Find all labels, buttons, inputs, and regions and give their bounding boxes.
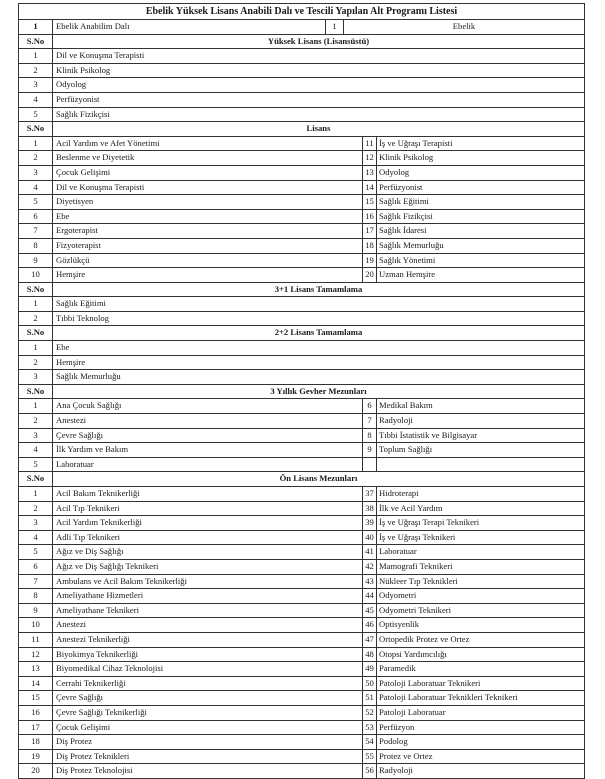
row-number: 16 (19, 706, 53, 720)
row-number-right: 55 (363, 750, 377, 764)
row-label-right: Laboratuar (379, 546, 417, 557)
table-row (18, 618, 585, 633)
row-label-right: Podolog (379, 736, 408, 747)
row-number: 7 (19, 224, 53, 238)
section-header (18, 385, 585, 400)
section-title: Lisans (306, 123, 331, 134)
row-label-right: Sağlık Memurluğu (379, 239, 444, 250)
row-label: Çevre Sağlığı (53, 429, 363, 443)
row-label: Sağlık Fizikçisi (56, 108, 110, 119)
row-number-right: 54 (363, 735, 377, 749)
row-label: Diş Protez Teknikleri (53, 750, 363, 764)
row-number: 2 (19, 151, 53, 165)
row-number-right: 49 (363, 662, 377, 676)
row-number-right: 47 (363, 633, 377, 647)
row-label-right (377, 458, 584, 472)
row-label: Ağız ve Diş Sağlığı (53, 545, 363, 559)
table-row (18, 399, 585, 414)
row-label: Laboratuar (53, 458, 363, 472)
section-header (18, 122, 585, 137)
row-number: 1 (19, 297, 53, 311)
row-number-right: 11 (363, 137, 377, 151)
row-number-right: 48 (363, 648, 377, 662)
row-label-right: Odyometri (379, 590, 417, 601)
row-label: Odyolog (56, 79, 87, 90)
row-label-right: Hidroterapi (379, 488, 419, 498)
row-number: 7 (19, 575, 53, 589)
row-number: 3 (19, 370, 53, 384)
row-number: 3 (19, 429, 53, 443)
table-row (18, 560, 585, 575)
table-row (18, 210, 585, 225)
table-row (18, 254, 585, 269)
anabilim-number: 1 (19, 20, 53, 34)
section-number-header: S.No (19, 385, 53, 399)
table-row (18, 297, 585, 312)
row-label: Çocuk Gelişimi (53, 721, 363, 735)
table-row (18, 706, 585, 721)
row-number-right: 15 (363, 195, 377, 209)
table-row (18, 195, 585, 210)
row-number: 8 (19, 239, 53, 253)
table-row (18, 312, 585, 327)
row-number: 2 (19, 64, 53, 78)
table-row (18, 181, 585, 196)
row-label: Biyokimya Teknikerliği (53, 648, 363, 662)
table-row (18, 356, 585, 371)
row-number-right: 14 (363, 181, 377, 195)
row-number-right: 16 (363, 210, 377, 224)
table-row (18, 414, 585, 429)
row-number-right: 51 (363, 691, 377, 705)
row-label-right: İş ve Uğraşı Terapi Teknikeri (379, 517, 480, 528)
anabilim-row (18, 20, 585, 35)
row-number: 4 (19, 531, 53, 545)
row-label-right: Odyometri Teknikeri (379, 604, 452, 615)
table-row (18, 677, 585, 692)
section-number-header: S.No (19, 283, 53, 297)
row-label-right: Protez ve Ortez (379, 750, 433, 761)
row-number: 12 (19, 648, 53, 662)
row-number: 5 (19, 195, 53, 209)
row-label-right: Patoloji Laboratuar Teknikeri (379, 677, 481, 688)
row-number: 20 (19, 764, 53, 778)
section-header (18, 326, 585, 341)
row-number: 18 (19, 735, 53, 749)
program-list-table (18, 3, 585, 779)
row-number-right: 45 (363, 604, 377, 618)
row-label: Hemşire (53, 268, 363, 282)
section-header (18, 35, 585, 50)
section-number-header: S.No (19, 472, 53, 486)
row-label: Ebe (56, 342, 70, 353)
row-number: 4 (19, 443, 53, 457)
row-label-right: İlk ve Acil Yardım (379, 502, 443, 513)
row-number: 2 (19, 356, 53, 370)
table-row (18, 429, 585, 444)
row-number: 19 (19, 750, 53, 764)
row-label-right: Klinik Psikolog (379, 152, 434, 163)
row-label-right: Sağlık Fizikçisi (379, 210, 433, 221)
row-number: 10 (19, 618, 53, 632)
row-number: 2 (19, 312, 53, 326)
section-title: Ön Lisans Mezunları (279, 473, 358, 484)
table-row (18, 589, 585, 604)
row-label: İlk Yardım ve Bakım (53, 443, 363, 457)
row-label: Tıbbi Teknolog (56, 312, 109, 323)
row-number-right: 17 (363, 224, 377, 238)
row-label-right: Medikal Bakım (379, 400, 433, 411)
row-number: 5 (19, 108, 53, 122)
row-label: Beslenme ve Diyetetik (53, 151, 363, 165)
row-number: 4 (19, 181, 53, 195)
row-number-right: 40 (363, 531, 377, 545)
row-number: 5 (19, 545, 53, 559)
row-label-right: Otopsi Yardımcılığı (379, 648, 447, 659)
table-row (18, 545, 585, 560)
table-row (18, 721, 585, 736)
row-label: Ağız ve Diş Sağlığı Teknikeri (53, 560, 363, 574)
row-label: Sağlık Memurluğu (56, 371, 121, 382)
row-label: Dil ve Konuşma Terapisti (53, 181, 363, 195)
row-label: Perfüzyonist (56, 93, 100, 104)
row-label: Dil ve Konuşma Terapisti (56, 50, 145, 61)
document-title: Ebelik Yüksek Lisans Anabili Dalı ve Tescili Yapılan Alt Programı Listesi (18, 3, 585, 20)
row-label-right: Nükleer Tıp Teknikleri (379, 575, 458, 586)
row-label: Çevre Sağlığı Teknikerliği (53, 706, 363, 720)
table-row (18, 531, 585, 546)
row-number-right: 12 (363, 151, 377, 165)
section-title: 2+2 Lisans Tamamlama (274, 327, 363, 338)
row-number: 1 (19, 399, 53, 413)
row-label: Adli Tıp Teknikeri (53, 531, 363, 545)
row-label-right: Mamografi Teknikeri (379, 560, 453, 571)
row-label: Gözlükçü (53, 254, 363, 268)
row-number: 5 (19, 458, 53, 472)
row-number-right: 44 (363, 589, 377, 603)
section-title: Yüksek Lisans (Lisansüstü) (267, 35, 370, 46)
row-number-right: 50 (363, 677, 377, 691)
section-number-header: S.No (19, 122, 53, 136)
row-label-right: Sağlık Eğitimi (379, 196, 429, 207)
table-row (18, 648, 585, 663)
row-number: 11 (19, 633, 53, 647)
sections-container (18, 35, 585, 779)
table-row (18, 662, 585, 677)
row-label: Acil Tıp Teknikeri (53, 502, 363, 516)
table-row (18, 370, 585, 385)
row-label: Ameliyathane Teknikeri (53, 604, 363, 618)
table-row (18, 502, 585, 517)
row-label: Diyetisyen (53, 195, 363, 209)
row-label-right: Radyoloji (379, 415, 413, 426)
row-number: 1 (19, 487, 53, 501)
table-row (18, 735, 585, 750)
row-number: 3 (19, 516, 53, 530)
row-number-right: 7 (363, 414, 377, 428)
table-row (18, 487, 585, 502)
row-label: Ambulans ve Acil Bakım Teknikerliği (53, 575, 363, 589)
row-label: Anestezi (53, 414, 363, 428)
row-number-right: 19 (363, 254, 377, 268)
section-number-header: S.No (19, 35, 53, 49)
row-label-right: Patoloji Laboratuar Teknikleri Teknikeri (379, 692, 518, 703)
table-row (18, 224, 585, 239)
row-label: Ebe (53, 210, 363, 224)
table-row (18, 443, 585, 458)
row-label-right: Sağlık İdaresi (379, 225, 427, 236)
row-number: 1 (19, 341, 53, 355)
table-row (18, 691, 585, 706)
row-label: Anestezi (53, 618, 363, 632)
row-number-right: 37 (363, 487, 377, 501)
table-row (18, 49, 585, 64)
row-number-right: 8 (363, 429, 377, 443)
row-number: 3 (19, 78, 53, 92)
section-number-header: S.No (19, 326, 53, 340)
row-label-right: Odyolog (379, 166, 410, 177)
anabilim-left-label: Ebelik Anabilim Dalı (53, 20, 326, 34)
row-label: Sağlık Eğitimi (56, 298, 106, 309)
table-row (18, 458, 585, 473)
table-row (18, 239, 585, 254)
row-number: 3 (19, 166, 53, 180)
row-label: Klinik Psikolog (56, 64, 111, 75)
table-row (18, 633, 585, 648)
row-label-right: İş ve Uğraşı Teknikeri (379, 531, 456, 542)
row-label: Anestezi Teknikerliği (53, 633, 363, 647)
row-number: 4 (19, 93, 53, 107)
row-number: 10 (19, 268, 53, 282)
row-label-right: Tıbbi İstatistik ve Bilgisayar (379, 429, 478, 440)
row-number-right: 52 (363, 706, 377, 720)
row-label-right: Perfüzyon (379, 721, 415, 732)
row-number: 8 (19, 589, 53, 603)
row-number-right: 18 (363, 239, 377, 253)
row-number: 17 (19, 721, 53, 735)
row-label: Acil Yardım ve Afet Yönetimi (53, 137, 363, 151)
row-number: 9 (19, 604, 53, 618)
row-number-right: 20 (363, 268, 377, 282)
table-row (18, 604, 585, 619)
table-row (18, 166, 585, 181)
table-row (18, 137, 585, 152)
row-label: Fizyoterapist (53, 239, 363, 253)
table-row (18, 108, 585, 123)
table-row (18, 750, 585, 765)
row-label-right: Ortopedik Protez ve Ortez (379, 633, 470, 644)
row-number: 1 (19, 49, 53, 63)
row-label-right: İş ve Uğraşı Terapisti (379, 137, 453, 148)
row-label-right: Sağlık Yönetimi (379, 254, 436, 265)
row-number: 6 (19, 210, 53, 224)
anabilim-right-label: Ebelik (452, 21, 476, 31)
row-label-right: Patoloji Laboratuar (379, 706, 446, 717)
row-number-right: 38 (363, 502, 377, 516)
row-number-right: 53 (363, 721, 377, 735)
row-label-right: Perfüzyonist (379, 181, 423, 192)
row-number-right: 13 (363, 166, 377, 180)
section-title: 3+1 Lisans Tamamlama (274, 283, 363, 294)
row-number: 6 (19, 560, 53, 574)
row-label: Çevre Sağlığı (53, 691, 363, 705)
row-number: 2 (19, 502, 53, 516)
table-row (18, 93, 585, 108)
row-label-right: Toplum Sağlığı (379, 444, 433, 455)
row-number-right: 9 (363, 443, 377, 457)
table-row (18, 268, 585, 283)
row-label-right: Uzman Hemşire (379, 269, 436, 280)
row-number-right: 43 (363, 575, 377, 589)
row-label: Ergoterapist (53, 224, 363, 238)
row-label: Diş Protez Teknolojisi (53, 764, 363, 778)
row-number-right: 42 (363, 560, 377, 574)
row-number-right: 41 (363, 545, 377, 559)
row-label-right: Optisyenlik (379, 619, 420, 630)
table-row (18, 341, 585, 356)
row-number-right: 39 (363, 516, 377, 530)
row-label: Hemşire (56, 356, 86, 367)
table-row (18, 64, 585, 79)
row-number-right (363, 458, 377, 472)
row-label: Cerrahi Teknikerliği (53, 677, 363, 691)
section-title: 3 Yıllık Gevher Mezunları (270, 385, 367, 396)
table-row (18, 78, 585, 93)
row-label: Ameliyathane Hizmetleri (53, 589, 363, 603)
row-number: 9 (19, 254, 53, 268)
row-number: 13 (19, 662, 53, 676)
row-label-right: Radyoloji (379, 765, 413, 776)
row-number-right: 56 (363, 764, 377, 778)
anabilim-right-number: 1 (326, 20, 344, 34)
row-number-right: 6 (363, 399, 377, 413)
row-label: Ana Çocuk Sağlığı (53, 399, 363, 413)
section-header (18, 472, 585, 487)
table-row (18, 575, 585, 590)
row-label: Acil Yardım Teknikerliği (53, 516, 363, 530)
row-label: Çocuk Gelişimi (53, 166, 363, 180)
row-label: Diş Protez (53, 735, 363, 749)
row-number-right: 46 (363, 618, 377, 632)
row-number: 15 (19, 691, 53, 705)
row-number: 2 (19, 414, 53, 428)
row-label: Biyomedikal Cihaz Teknolojisi (53, 662, 363, 676)
table-row (18, 151, 585, 166)
row-number: 1 (19, 137, 53, 151)
table-row (18, 516, 585, 531)
row-label: Acil Bakım Teknikerliği (53, 487, 363, 501)
row-number: 14 (19, 677, 53, 691)
row-label-right: Paramedik (379, 663, 416, 674)
section-header (18, 283, 585, 298)
